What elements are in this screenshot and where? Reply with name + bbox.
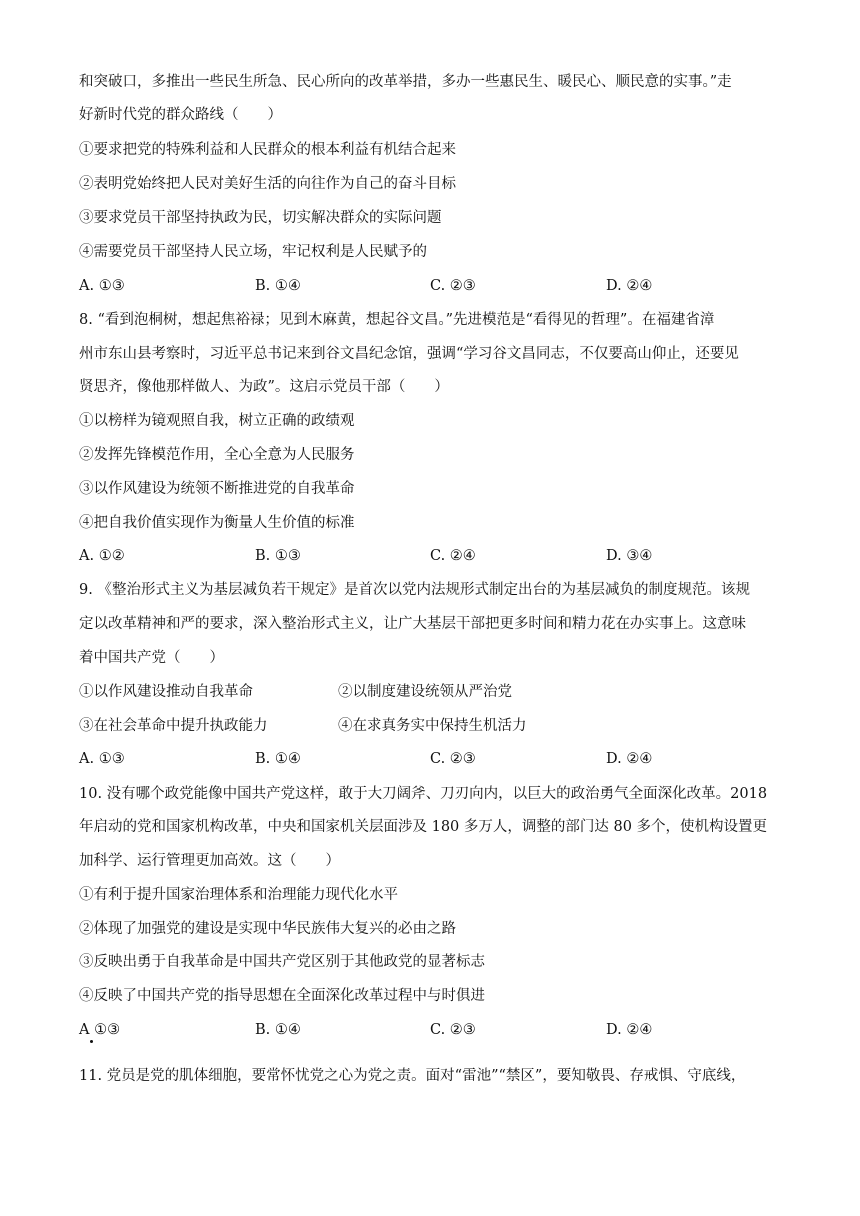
q9-option-b: B. ①④ [255, 751, 301, 767]
q8-option-a: A. ①② [79, 548, 125, 564]
q8-item-4: ④把自我价值实现作为衡量人生价值的标准 [79, 515, 355, 531]
stray-dot-mark [90, 1040, 93, 1043]
q10-stem-line-3: 加科学、运行管理更加高效。这（ ） [79, 853, 340, 869]
q8-stem-line-2: 州市东山县考察时，习近平总书记来到谷文昌纪念馆，强调“学习谷文昌同志，不仅要高山仰止，还要见 [79, 346, 739, 362]
q8-item-1: ①以榜样为镜观照自我，树立正确的政绩观 [79, 413, 355, 429]
q8-stem-line-1: 8. “看到泡桐树，想起焦裕禄；见到木麻黄，想起谷文昌。”先进模范是“看得见的哲理”。在福建省漳 [79, 312, 715, 328]
q7-option-c: C. ②③ [430, 278, 476, 294]
q10-item-4: ④反映了中国共产党的指导思想在全面深化改革过程中与时俱进 [79, 988, 485, 1004]
q7-option-d: D. ②④ [606, 278, 653, 294]
q8-option-d: D. ③④ [606, 548, 653, 564]
q8-option-b: B. ①③ [255, 548, 301, 564]
q7-item-1: ①要求把党的特殊利益和人民群众的根本利益有机结合起来 [79, 142, 456, 158]
q10-option-a: A ①③ [79, 1022, 121, 1038]
q10-option-d: D. ②④ [606, 1022, 653, 1038]
q10-stem-line-2: 年启动的党和国家机构改革，中央和国家机关层面涉及 180 多万人，调整的部门达 80 多个，使机构设置更 [79, 819, 768, 835]
q8-item-2: ②发挥先锋模范作用，全心全意为人民服务 [79, 447, 355, 463]
q7-item-2: ②表明党始终把人民对美好生活的向往作为自己的奋斗目标 [79, 176, 456, 192]
q10-option-b: B. ①④ [255, 1022, 301, 1038]
q9-option-a: A. ①③ [79, 751, 125, 767]
q9-option-c: C. ②③ [430, 751, 476, 767]
q9-stem-line-3: 着中国共产党（ ） [79, 650, 224, 666]
q9-item-2: ②以制度建设统领从严治党 [338, 684, 512, 700]
q7-stem-line-1: 和突破口，多推出一些民生所急、民心所向的改革举措，多办一些惠民生、暖民心、顺民意的实事。”走 [79, 74, 732, 90]
q7-option-a: A. ①③ [79, 278, 125, 294]
q8-option-c: C. ②④ [430, 548, 476, 564]
q7-stem-line-2: 好新时代党的群众路线（ ） [79, 107, 282, 123]
q9-stem-line-1: 9. 《整治形式主义为基层减负若干规定》是首次以党内法规形式制定出台的为基层减负的制度规范。该规 [79, 582, 750, 598]
q9-stem-line-2: 定以改革精神和严的要求，深入整治形式主义，让广大基层干部把更多时间和精力花在办实事上。这意味 [79, 616, 746, 632]
q9-option-d: D. ②④ [606, 751, 653, 767]
q7-item-4: ④需要党员干部坚持人民立场，牢记权利是人民赋予的 [79, 244, 427, 260]
q8-item-3: ③以作风建设为统领不断推进党的自我革命 [79, 481, 355, 497]
q10-item-1: ①有利于提升国家治理体系和治理能力现代化水平 [79, 887, 398, 903]
q9-item-3: ③在社会革命中提升执政能力 [79, 718, 268, 734]
q10-item-3: ③反映出勇于自我革命是中国共产党区别于其他政党的显著标志 [79, 954, 485, 970]
q10-stem-line-1: 10. 没有哪个政党能像中国共产党这样，敢于大刀阔斧、刀刃向内，以巨大的政治勇气全面深化改革。2018 [79, 786, 768, 802]
q11-stem-line-1: 11. 党员是党的肌体细胞，要常怀忧党之心为党之责。面对“雷池”“禁区”，要知敬畏、存戒惧、守底线， [79, 1068, 746, 1084]
q7-item-3: ③要求党员干部坚持执政为民，切实解决群众的实际问题 [79, 210, 442, 226]
q10-option-c: C. ②③ [430, 1022, 476, 1038]
q10-item-2: ②体现了加强党的建设是实现中华民族伟大复兴的必由之路 [79, 921, 456, 937]
q7-option-b: B. ①④ [255, 278, 301, 294]
q8-stem-line-3: 贤思齐，像他那样做人、为政”。这启示党员干部（ ） [79, 379, 449, 395]
q9-item-4: ④在求真务实中保持生机活力 [338, 718, 527, 734]
q9-item-1: ①以作风建设推动自我革命 [79, 684, 253, 700]
